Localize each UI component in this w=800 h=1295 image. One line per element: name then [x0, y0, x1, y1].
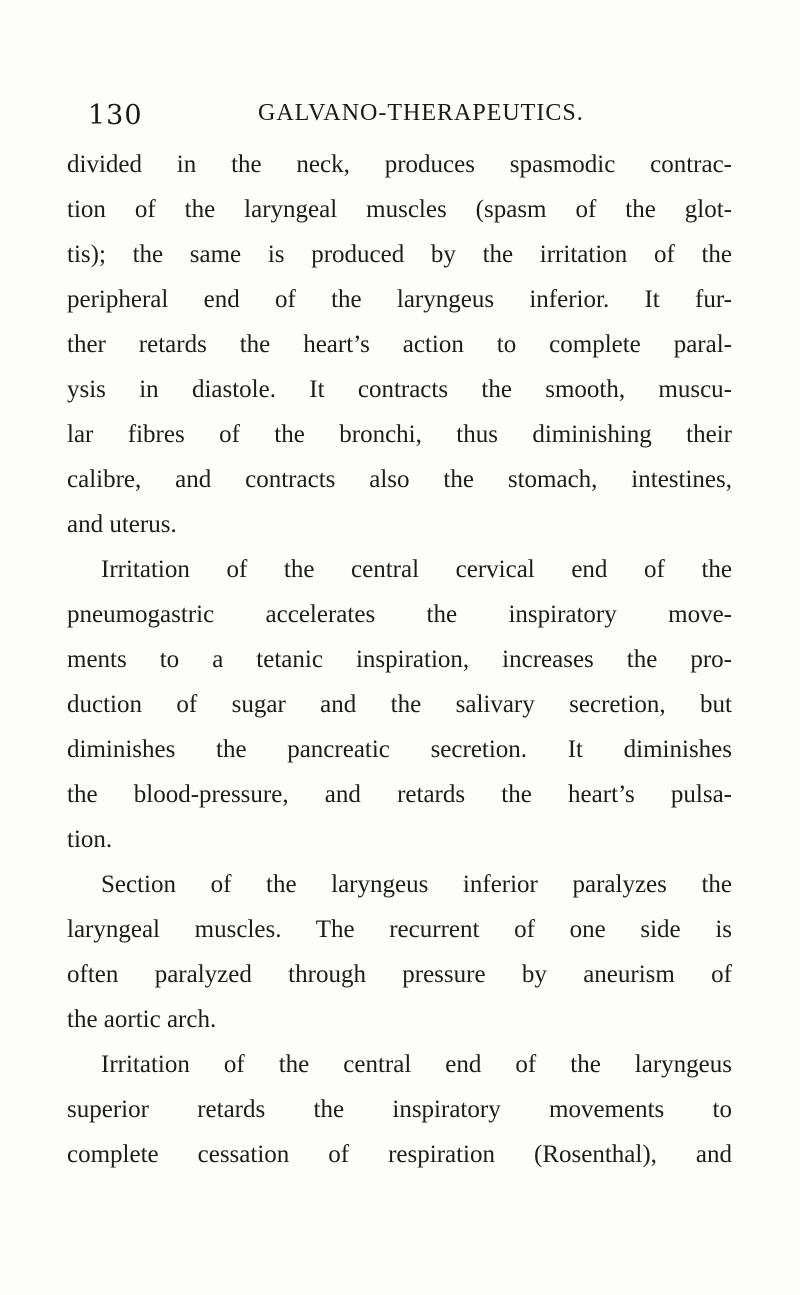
text-line: tion.	[67, 826, 113, 853]
text-line: ments to a tetanic inspiration, increases the pro-	[67, 646, 732, 673]
text-line: often paralyzed through pressure by aneurism of	[67, 961, 732, 988]
text-line: the blood-pressure, and retards the heart’s pulsa-	[67, 781, 732, 808]
body-text	[67, 142, 732, 1177]
paragraph-first-line: Section of the laryngeus inferior paralyzes the	[101, 871, 732, 898]
text-line: superior retards the inspiratory movements to	[67, 1096, 732, 1123]
text-line: ysis in diastole. It contracts the smooth, muscu-	[67, 376, 732, 403]
text-line: tion of the laryngeal muscles (spasm of the glot-	[67, 196, 732, 223]
text-line: divided in the neck, produces spasmodic contrac-	[67, 151, 732, 178]
text-line: laryngeal muscles. The recurrent of one side is	[67, 916, 732, 943]
page-header	[88, 100, 738, 140]
text-line: lar fibres of the bronchi, thus diminishing their	[67, 421, 732, 448]
text-line: tis); the same is produced by the irritation of the	[67, 241, 732, 268]
text-line: duction of sugar and the salivary secretion, but	[67, 691, 732, 718]
text-line: ther retards the heart’s action to complete paral-	[67, 331, 732, 358]
text-line: calibre, and contracts also the stomach, intestines,	[67, 466, 732, 493]
text-line: complete cessation of respiration (Rosenthal), and	[67, 1141, 732, 1168]
text-line: diminishes the pancreatic secretion. It diminishes	[67, 736, 732, 763]
page-number: 130	[88, 100, 143, 131]
running-title: GALVANO-THERAPEUTICS.	[258, 100, 584, 126]
paragraph-first-line: Irritation of the central end of the laryngeus	[101, 1051, 732, 1078]
text-line: pneumogastric accelerates the inspiratory move-	[67, 601, 732, 628]
text-line: peripheral end of the laryngeus inferior. It fur-	[67, 286, 732, 313]
text-line: the aortic arch.	[67, 1006, 217, 1033]
text-line: and uterus.	[67, 511, 177, 538]
paragraph-first-line: Irritation of the central cervical end of the	[101, 556, 732, 583]
